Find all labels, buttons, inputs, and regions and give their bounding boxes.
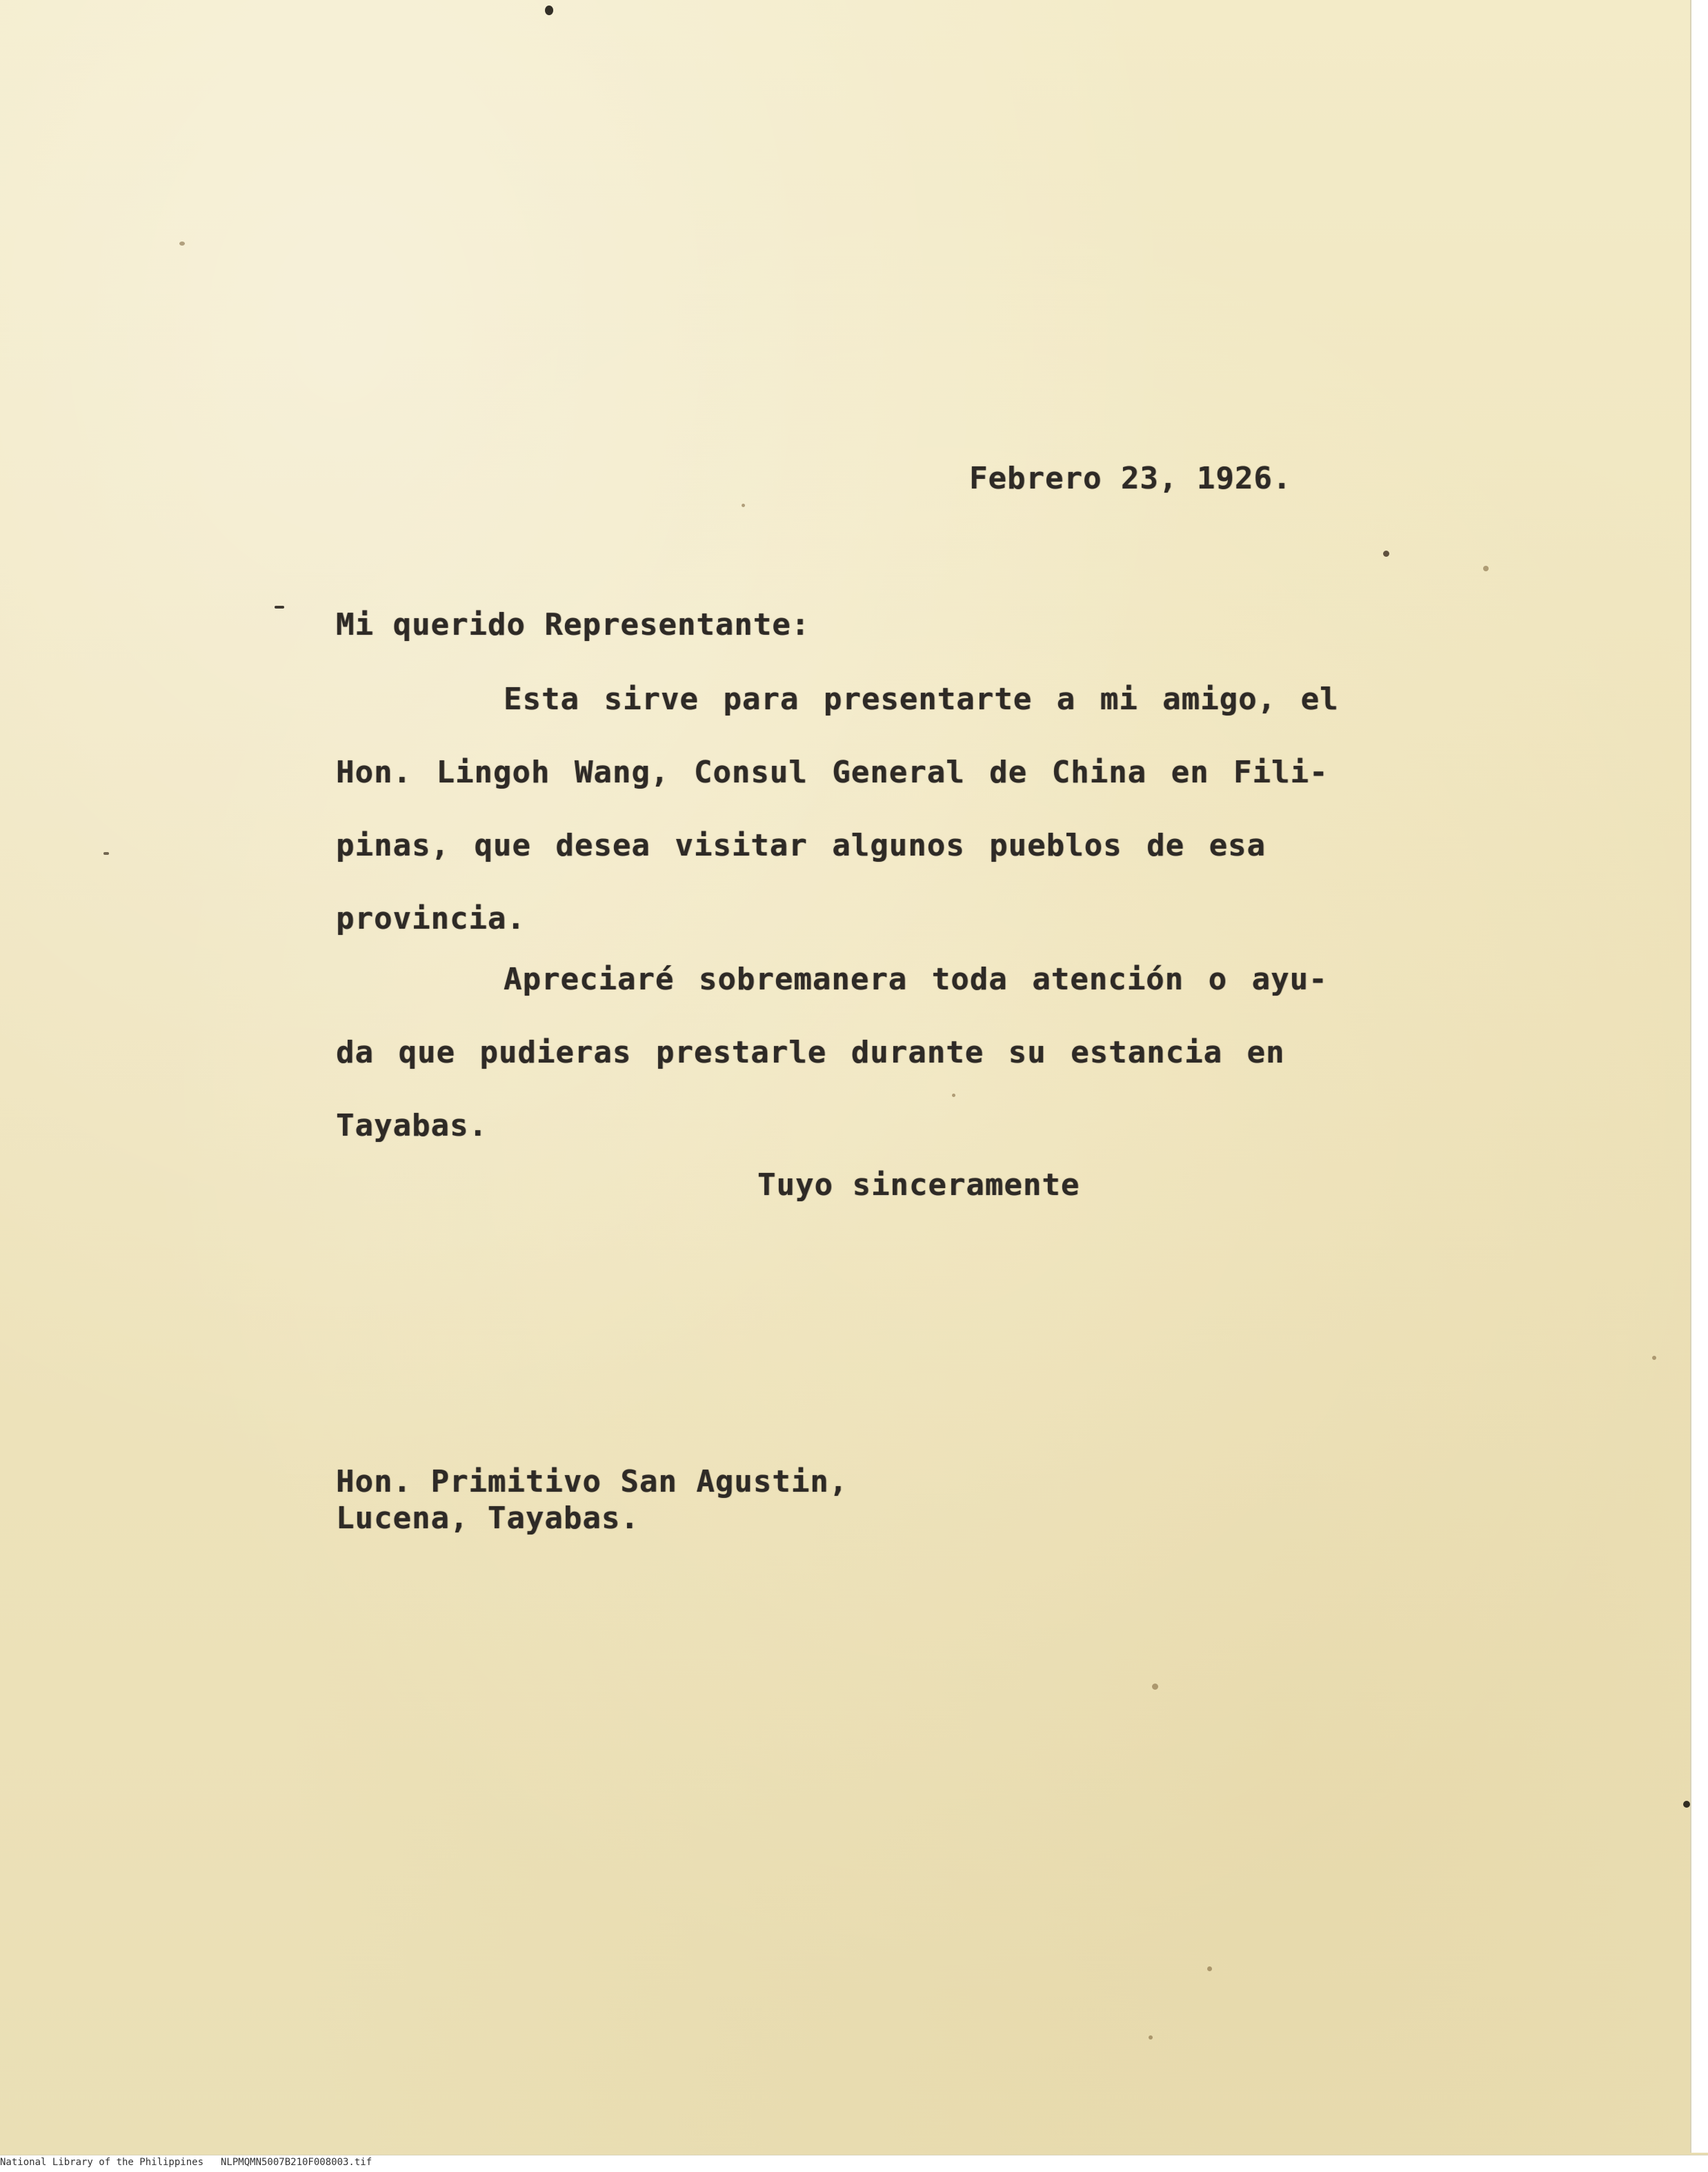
- body-line: provincia.: [336, 901, 526, 936]
- body-line: Esta sirve para presentarte a mi amigo, el: [504, 682, 1339, 717]
- body-line: Tayabas.: [336, 1108, 488, 1143]
- paper-speck: [545, 6, 553, 15]
- body-line: Hon. Lingoh Wang, Consul General de China en Fili-: [336, 755, 1329, 790]
- paper-speck: [952, 1094, 955, 1097]
- paper-speck: [1683, 1801, 1690, 1808]
- body-line: da que pudieras prestarle durante su estancia en: [336, 1035, 1285, 1070]
- body-line: pinas, que desea visitar algunos pueblos de esa: [336, 828, 1267, 863]
- file-name-label: NLPMQMN5007B210F008003.tif: [221, 2157, 373, 2168]
- paper-speck: [179, 241, 185, 246]
- paper-speck: [1383, 551, 1389, 557]
- paper-speck: [1483, 566, 1489, 571]
- recipient-name: Hon. Primitivo San Agustin,: [336, 1464, 848, 1499]
- recipient-location: Lucena, Tayabas.: [336, 1501, 639, 1536]
- letter-date: Febrero 23, 1926.: [969, 461, 1292, 496]
- scan-border-right: [1690, 0, 1708, 2153]
- library-credit: National Library of the Philippines: [0, 2157, 204, 2168]
- paper-speck: [1149, 2035, 1153, 2040]
- paper-speck: [742, 504, 745, 507]
- paper-speck: [103, 852, 109, 855]
- letter-closing: Tuyo sinceramente: [757, 1167, 1080, 1203]
- paper-speck: [1207, 1966, 1212, 1971]
- letter-salutation: Mi querido Representante:: [336, 607, 811, 642]
- paper-speck: [1152, 1684, 1158, 1690]
- paper-speck: [1652, 1356, 1656, 1360]
- paper-speck: [275, 606, 284, 609]
- body-line: Apreciaré sobremanera toda atención o ayu-: [504, 962, 1328, 997]
